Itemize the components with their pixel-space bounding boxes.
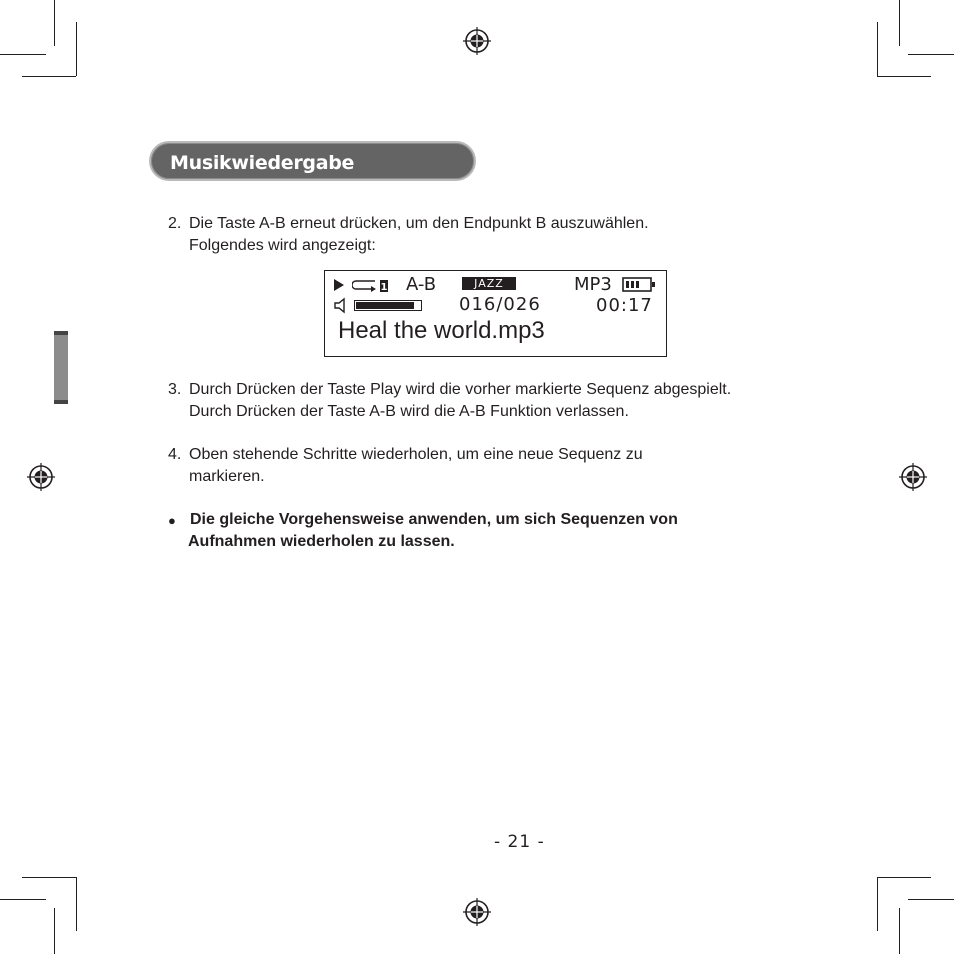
speaker-icon: [333, 297, 349, 314]
crop-mark: [877, 877, 878, 931]
registration-mark-icon: [463, 27, 491, 55]
crop-mark: [877, 76, 931, 77]
crop-mark: [877, 22, 878, 76]
crop-mark: [22, 76, 76, 77]
crop-mark: [0, 899, 46, 900]
crop-mark: [54, 908, 55, 954]
crop-mark: [54, 0, 55, 46]
volume-fill: [356, 302, 414, 309]
bullet-icon: ●: [168, 513, 176, 528]
step-number: 3.: [168, 381, 182, 398]
step-text-line: Folgendes wird angezeigt:: [189, 237, 376, 254]
player-display: [324, 270, 667, 357]
section-title: Musikwiedergabe: [170, 152, 355, 174]
eq-badge: JAZZ: [462, 277, 516, 290]
crop-mark: [908, 54, 954, 55]
section-header: [149, 141, 476, 181]
registration-mark-icon: [899, 463, 927, 491]
registration-mark-icon: [27, 463, 55, 491]
battery-icon: [622, 277, 656, 292]
volume-bar: [354, 300, 422, 311]
crop-mark: [0, 54, 46, 55]
step-text-line: Die Taste A-B erneut drücken, um den Endpunkt B auszuwählen.: [189, 215, 649, 232]
crop-mark: [76, 877, 77, 931]
crop-mark: [899, 908, 900, 954]
step-number: 2.: [168, 215, 182, 232]
play-icon: [334, 279, 344, 291]
step-text-line: Durch Drücken der Taste A-B wird die A-B Funktion verlassen.: [189, 403, 629, 420]
repeat-one-icon: [352, 278, 389, 293]
time-display: 00:17: [596, 295, 653, 316]
step-2: [168, 213, 649, 257]
crop-mark: [908, 899, 954, 900]
step-text-line: Durch Drücken der Taste Play wird die vorher markierte Sequenz abgespielt.: [189, 381, 732, 398]
song-title: Heal the world.mp3: [338, 317, 545, 344]
note-text-line: Aufnahmen wiederholen zu lassen.: [188, 533, 455, 550]
note: [168, 509, 678, 553]
format-label: MP3: [574, 274, 612, 295]
registration-mark-icon: [463, 898, 491, 926]
crop-mark: [899, 0, 900, 46]
step-4: [168, 444, 643, 488]
step-text-line: Oben stehende Schritte wiederholen, um eine neue Sequenz zu: [189, 446, 643, 463]
mode-label: A-B: [406, 274, 437, 295]
crop-mark: [76, 22, 77, 76]
note-text-line: Die gleiche Vorgehensweise anwenden, um sich Sequenzen von: [190, 511, 678, 528]
chapter-tab-marker: [54, 331, 68, 404]
crop-mark: [22, 877, 76, 878]
step-3: [168, 379, 731, 423]
page-number: - 21 -: [494, 832, 545, 852]
track-counter: 016/026: [459, 294, 541, 315]
repeat-badge: 1: [380, 282, 388, 293]
step-number: 4.: [168, 446, 182, 463]
step-text-line: markieren.: [189, 468, 265, 485]
crop-mark: [877, 877, 931, 878]
